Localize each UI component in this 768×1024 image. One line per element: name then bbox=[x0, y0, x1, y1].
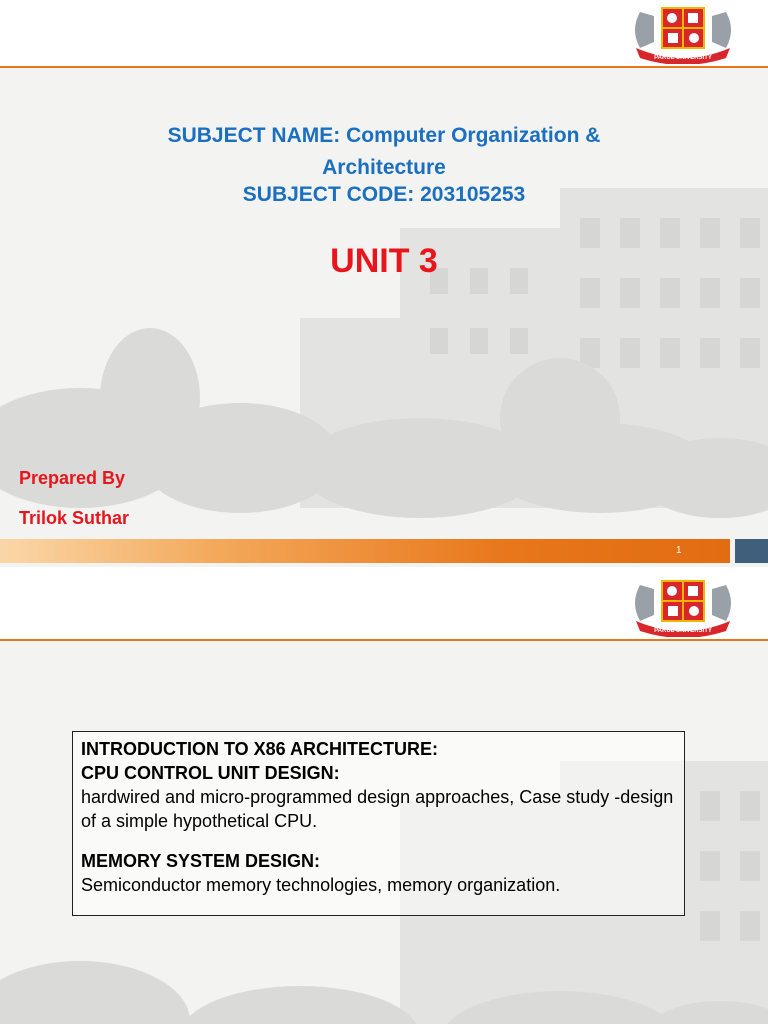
logo-wordmark: PARUL UNIVERSITY bbox=[654, 628, 712, 634]
footer-bar bbox=[0, 539, 730, 563]
syllabus-box bbox=[72, 731, 685, 916]
parul-university-logo bbox=[618, 2, 748, 64]
prepared-by-label: Prepared By bbox=[19, 468, 126, 488]
heading-x86-architecture: INTRODUCTION TO X86 ARCHITECTURE: bbox=[81, 739, 439, 759]
heading-memory-system: MEMORY SYSTEM DESIGN: bbox=[81, 851, 321, 871]
memory-system-text: Semiconductor memory technologies, memory organization. bbox=[81, 875, 561, 895]
cpu-control-unit-text: hardwired and micro-programmed design approaches, Case study -design of a simple hypothetical CPU. bbox=[81, 787, 674, 831]
footer-accent-square bbox=[735, 539, 768, 563]
parul-university-logo bbox=[618, 575, 748, 637]
author-name: Trilok Suthar bbox=[19, 508, 130, 528]
subject-name-line1: SUBJECT NAME: Computer Organization & bbox=[167, 124, 601, 147]
heading-cpu-control-unit: CPU CONTROL UNIT DESIGN: bbox=[81, 763, 340, 783]
subject-name bbox=[0, 120, 768, 184]
page-number: 1 bbox=[676, 545, 682, 556]
unit-title: UNIT 3 bbox=[330, 242, 438, 280]
syllabus-slide bbox=[0, 573, 768, 1024]
logo-wordmark: PARUL UNIVERSITY bbox=[654, 55, 712, 61]
subject-code: SUBJECT CODE: 203105253 bbox=[242, 183, 526, 206]
subject-name-line2: Architecture bbox=[322, 156, 446, 179]
spacer bbox=[81, 833, 684, 849]
